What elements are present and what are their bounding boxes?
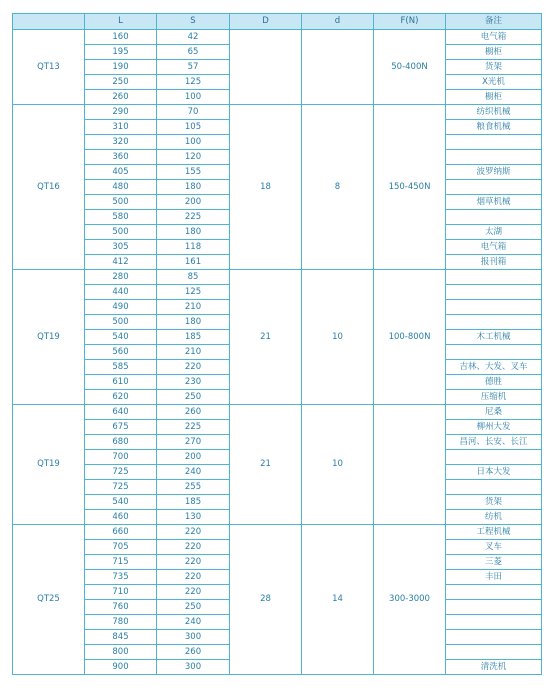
header-force: F(N) <box>374 14 446 30</box>
l-cell: 710 <box>85 585 157 600</box>
table-row <box>13 270 542 285</box>
remark-cell: 报刊箱 <box>446 255 542 270</box>
force-cell: 50-400N <box>374 30 446 105</box>
remark-cell: 柳州大发 <box>446 420 542 435</box>
l-cell: 412 <box>85 255 157 270</box>
header-row <box>13 14 542 30</box>
remark-cell: 木工机械 <box>446 330 542 345</box>
model-cell: QT19 <box>13 270 85 405</box>
s-cell: 42 <box>157 30 230 45</box>
l-cell: 585 <box>85 360 157 375</box>
s-cell: 65 <box>157 45 230 60</box>
s-cell: 100 <box>157 135 230 150</box>
s-cell: 230 <box>157 375 230 390</box>
remark-cell: 货架 <box>446 495 542 510</box>
l-cell: 480 <box>85 180 157 195</box>
remark-cell: 货架 <box>446 60 542 75</box>
model-cell: QT13 <box>13 30 85 105</box>
table-row <box>13 405 542 420</box>
l-cell: 845 <box>85 630 157 645</box>
l-cell: 725 <box>85 480 157 495</box>
remark-cell <box>446 615 542 630</box>
s-cell: 220 <box>157 585 230 600</box>
l-cell: 700 <box>85 450 157 465</box>
force-cell <box>374 405 446 525</box>
remark-cell <box>446 150 542 165</box>
l-cell: 280 <box>85 270 157 285</box>
remark-cell <box>446 450 542 465</box>
l-cell: 580 <box>85 210 157 225</box>
l-cell: 310 <box>85 120 157 135</box>
force-cell: 100-800N <box>374 270 446 405</box>
remark-cell: 日本大发 <box>446 465 542 480</box>
s-cell: 185 <box>157 330 230 345</box>
s-cell: 220 <box>157 360 230 375</box>
table-row <box>13 105 542 120</box>
remark-cell <box>446 585 542 600</box>
force-cell: 300-3000 <box>374 525 446 675</box>
s-cell: 125 <box>157 75 230 90</box>
big-d-cell: 18 <box>230 105 302 270</box>
s-cell: 161 <box>157 255 230 270</box>
s-cell: 270 <box>157 435 230 450</box>
remark-cell: 尼桑 <box>446 405 542 420</box>
l-cell: 705 <box>85 540 157 555</box>
l-cell: 405 <box>85 165 157 180</box>
s-cell: 220 <box>157 525 230 540</box>
s-cell: 240 <box>157 615 230 630</box>
l-cell: 460 <box>85 510 157 525</box>
table-row <box>13 30 542 45</box>
l-cell: 305 <box>85 240 157 255</box>
big-d-cell: 21 <box>230 405 302 525</box>
remark-cell <box>446 270 542 285</box>
l-cell: 290 <box>85 105 157 120</box>
s-cell: 100 <box>157 90 230 105</box>
s-cell: 220 <box>157 540 230 555</box>
remark-cell: 清洗机 <box>446 660 542 675</box>
l-cell: 900 <box>85 660 157 675</box>
s-cell: 300 <box>157 630 230 645</box>
l-cell: 540 <box>85 330 157 345</box>
remark-cell <box>446 285 542 300</box>
s-cell: 200 <box>157 195 230 210</box>
remark-cell: 橱柜 <box>446 90 542 105</box>
remark-cell: 橱柜 <box>446 45 542 60</box>
l-cell: 620 <box>85 390 157 405</box>
s-cell: 260 <box>157 405 230 420</box>
remark-cell <box>446 600 542 615</box>
l-cell: 320 <box>85 135 157 150</box>
s-cell: 180 <box>157 225 230 240</box>
l-cell: 660 <box>85 525 157 540</box>
s-cell: 225 <box>157 420 230 435</box>
s-cell: 225 <box>157 210 230 225</box>
header-model <box>13 14 85 30</box>
remark-cell: 三菱 <box>446 555 542 570</box>
remark-cell <box>446 480 542 495</box>
s-cell: 210 <box>157 345 230 360</box>
header-remark: 备注 <box>446 14 542 30</box>
l-cell: 490 <box>85 300 157 315</box>
s-cell: 300 <box>157 660 230 675</box>
s-cell: 155 <box>157 165 230 180</box>
l-cell: 735 <box>85 570 157 585</box>
small-d-cell: 10 <box>302 270 374 405</box>
l-cell: 195 <box>85 45 157 60</box>
remark-cell: 波罗纳斯 <box>446 165 542 180</box>
remark-cell: 吉林、大发、叉车 <box>446 360 542 375</box>
l-cell: 500 <box>85 195 157 210</box>
l-cell: 725 <box>85 465 157 480</box>
table-row <box>13 525 542 540</box>
l-cell: 760 <box>85 600 157 615</box>
header-l: L <box>85 14 157 30</box>
small-d-cell: 14 <box>302 525 374 675</box>
remark-cell <box>446 345 542 360</box>
remark-cell: 纺织机械 <box>446 105 542 120</box>
l-cell: 540 <box>85 495 157 510</box>
table-body <box>13 30 542 675</box>
l-cell: 675 <box>85 420 157 435</box>
remark-cell <box>446 645 542 660</box>
s-cell: 220 <box>157 555 230 570</box>
s-cell: 70 <box>157 105 230 120</box>
remark-cell: 电气箱 <box>446 240 542 255</box>
s-cell: 250 <box>157 390 230 405</box>
small-d-cell: 8 <box>302 105 374 270</box>
l-cell: 610 <box>85 375 157 390</box>
remark-cell <box>446 300 542 315</box>
spec-table-container <box>12 13 542 675</box>
s-cell: 210 <box>157 300 230 315</box>
s-cell: 185 <box>157 495 230 510</box>
l-cell: 715 <box>85 555 157 570</box>
remark-cell: 昌河、长安、长江 <box>446 435 542 450</box>
big-d-cell <box>230 30 302 105</box>
s-cell: 240 <box>157 465 230 480</box>
remark-cell: 烟草机械 <box>446 195 542 210</box>
remark-cell: X光机 <box>446 75 542 90</box>
remark-cell: 叉车 <box>446 540 542 555</box>
remark-cell <box>446 135 542 150</box>
remark-cell: 粮食机械 <box>446 120 542 135</box>
l-cell: 500 <box>85 225 157 240</box>
s-cell: 255 <box>157 480 230 495</box>
model-cell: QT19 <box>13 405 85 525</box>
header-s: S <box>157 14 230 30</box>
s-cell: 130 <box>157 510 230 525</box>
l-cell: 560 <box>85 345 157 360</box>
l-cell: 680 <box>85 435 157 450</box>
l-cell: 190 <box>85 60 157 75</box>
remark-cell: 纺机 <box>446 510 542 525</box>
model-cell: QT16 <box>13 105 85 270</box>
l-cell: 780 <box>85 615 157 630</box>
l-cell: 640 <box>85 405 157 420</box>
s-cell: 220 <box>157 570 230 585</box>
header-small-d: d <box>302 14 374 30</box>
s-cell: 125 <box>157 285 230 300</box>
remark-cell: 压缩机 <box>446 390 542 405</box>
s-cell: 180 <box>157 180 230 195</box>
model-cell: QT25 <box>13 525 85 675</box>
big-d-cell: 28 <box>230 525 302 675</box>
remark-cell: 丰田 <box>446 570 542 585</box>
s-cell: 120 <box>157 150 230 165</box>
l-cell: 500 <box>85 315 157 330</box>
remark-cell: 德胜 <box>446 375 542 390</box>
remark-cell <box>446 180 542 195</box>
l-cell: 360 <box>85 150 157 165</box>
remark-cell: 太湖 <box>446 225 542 240</box>
l-cell: 800 <box>85 645 157 660</box>
s-cell: 200 <box>157 450 230 465</box>
s-cell: 180 <box>157 315 230 330</box>
small-d-cell: 10 <box>302 405 374 525</box>
header-big-d: D <box>230 14 302 30</box>
gas-spring-spec-table <box>12 13 542 675</box>
s-cell: 105 <box>157 120 230 135</box>
s-cell: 260 <box>157 645 230 660</box>
l-cell: 440 <box>85 285 157 300</box>
s-cell: 57 <box>157 60 230 75</box>
remark-cell <box>446 210 542 225</box>
small-d-cell <box>302 30 374 105</box>
remark-cell: 电气箱 <box>446 30 542 45</box>
force-cell: 150-450N <box>374 105 446 270</box>
l-cell: 260 <box>85 90 157 105</box>
remark-cell <box>446 315 542 330</box>
big-d-cell: 21 <box>230 270 302 405</box>
remark-cell: 工程机械 <box>446 525 542 540</box>
remark-cell <box>446 630 542 645</box>
s-cell: 250 <box>157 600 230 615</box>
l-cell: 250 <box>85 75 157 90</box>
s-cell: 85 <box>157 270 230 285</box>
l-cell: 160 <box>85 30 157 45</box>
s-cell: 118 <box>157 240 230 255</box>
